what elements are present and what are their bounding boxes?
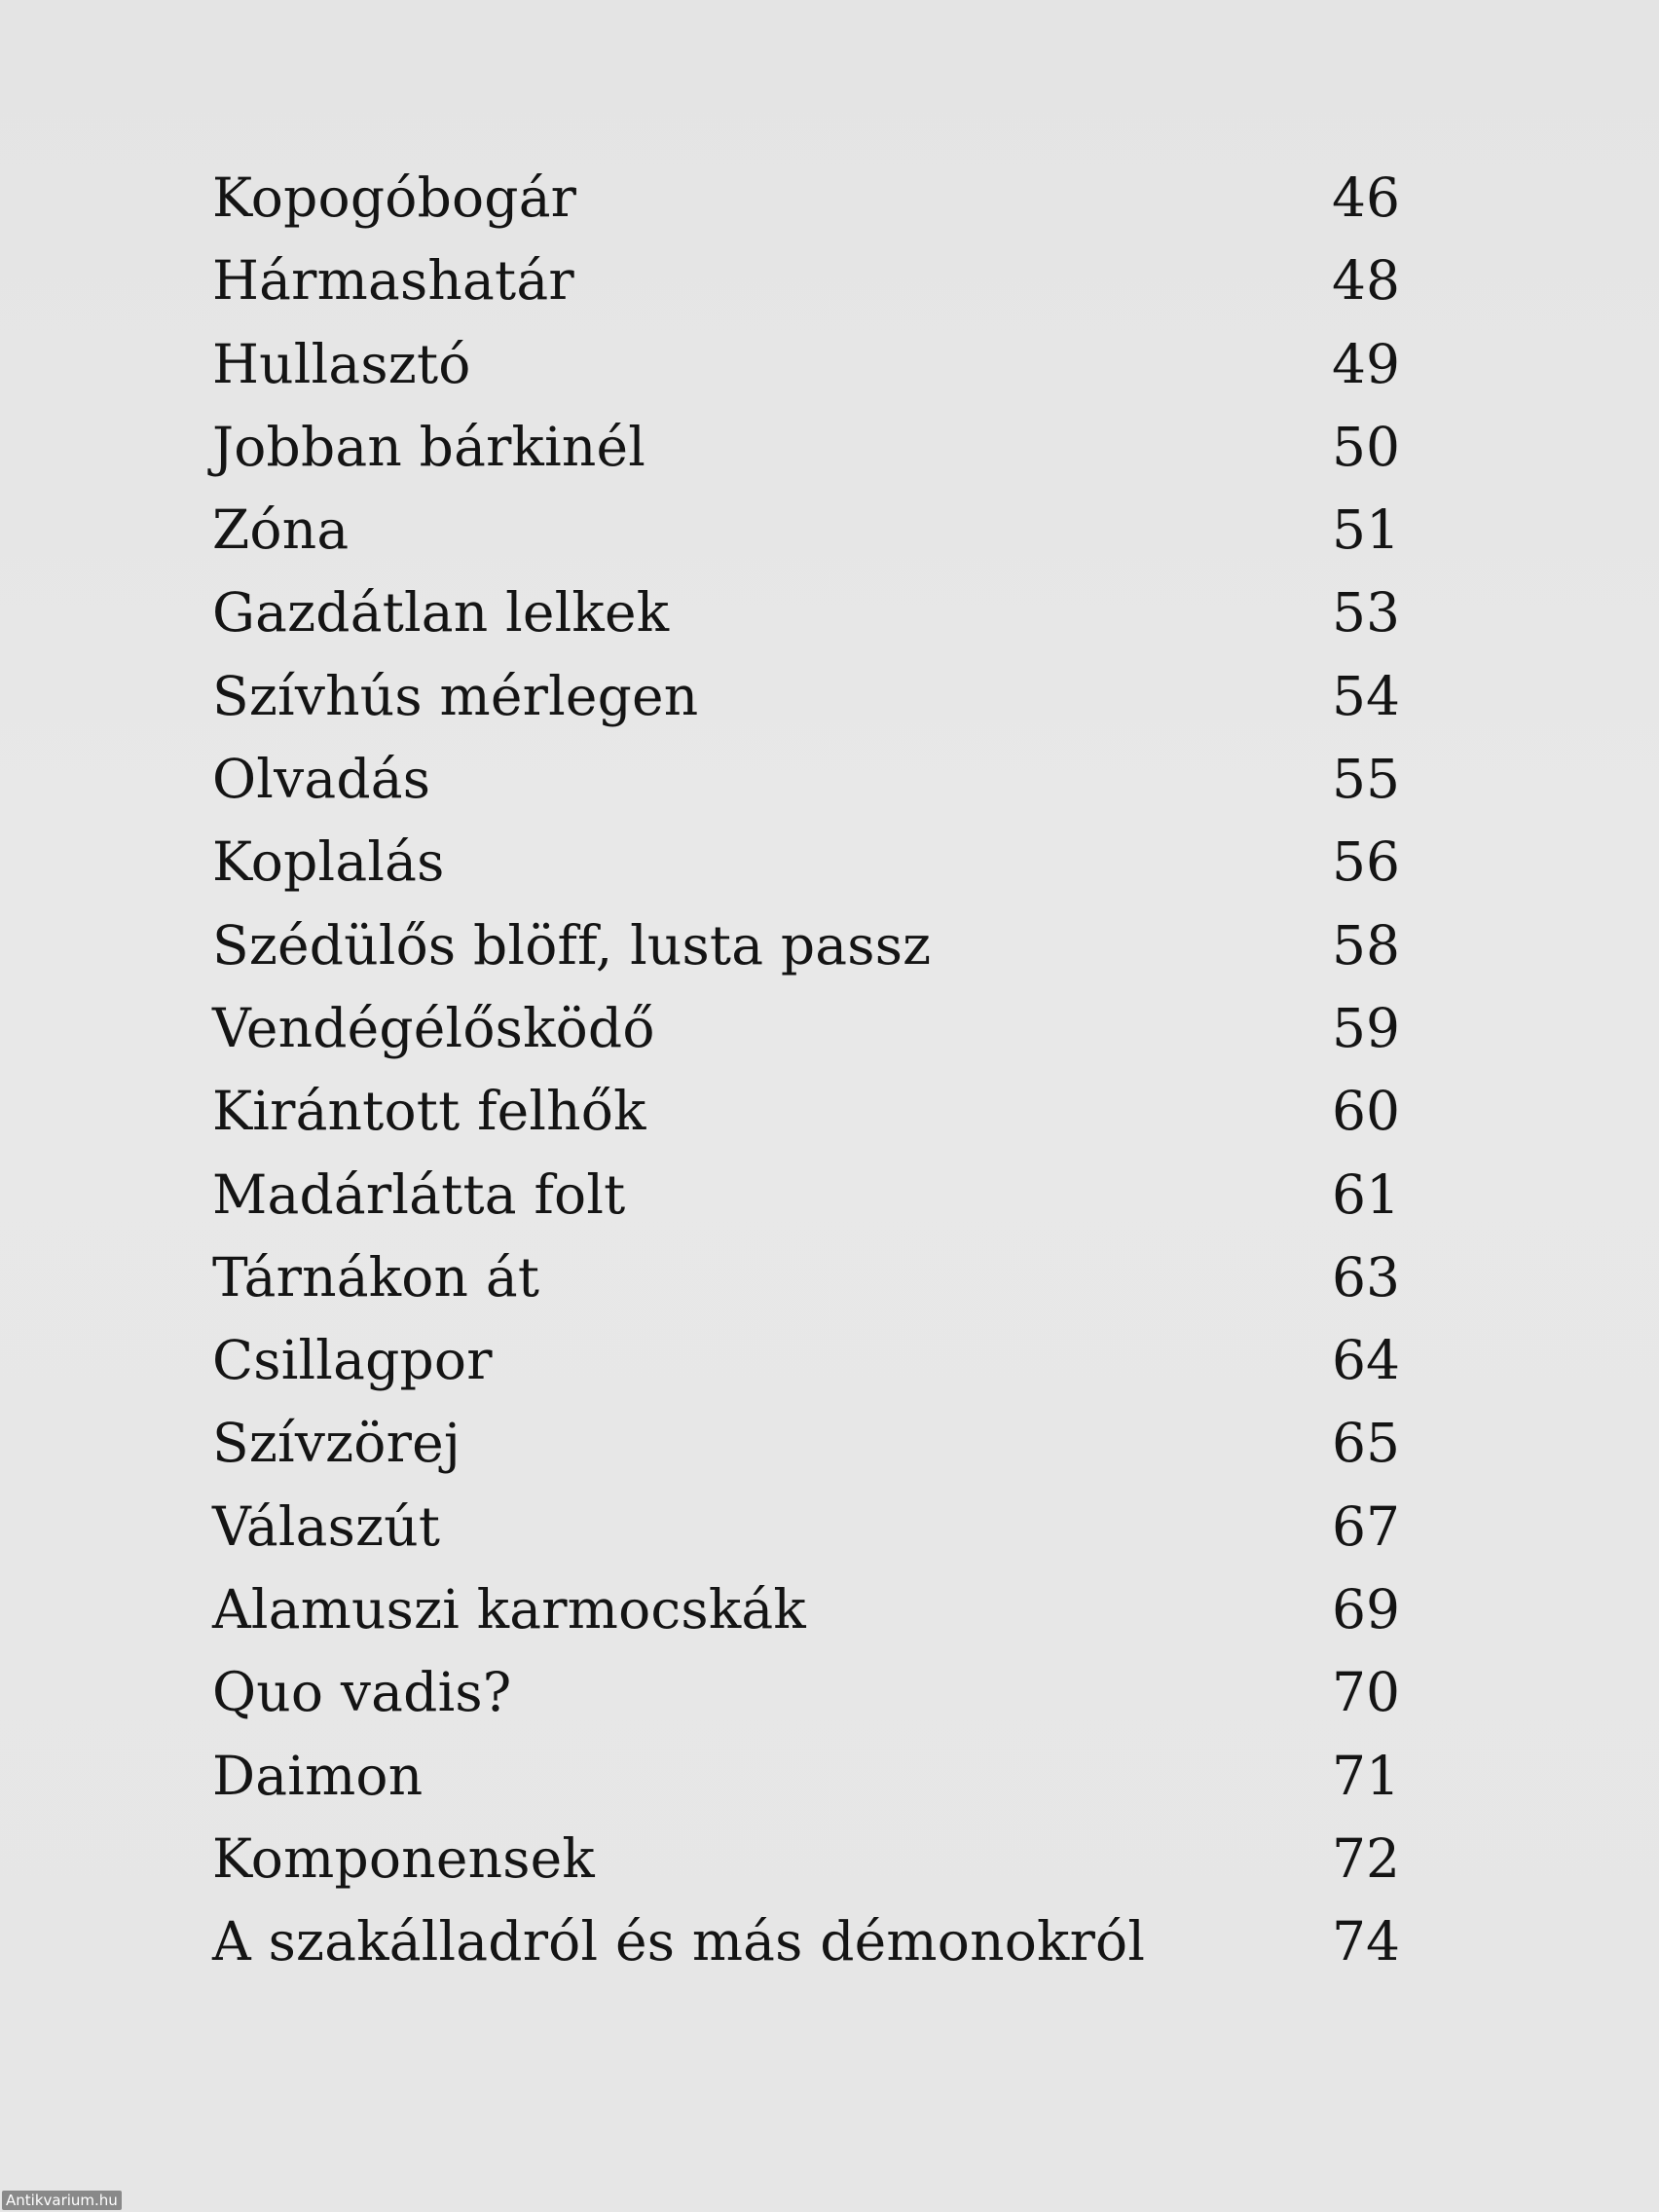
watermark: Antikvarium.hu: [2, 2191, 122, 2210]
toc-entry-page: 64: [1332, 1329, 1400, 1392]
toc-entry: [212, 164, 1400, 246]
toc-entry-title: Szédülős blöff, lusta passz: [212, 913, 932, 977]
toc-entry-page: 56: [1332, 830, 1400, 894]
toc-entry-title: Kirántott felhők: [212, 1080, 646, 1143]
toc-entry-title: Gazdátlan lelkek: [212, 581, 670, 645]
toc-entry: [212, 1409, 1400, 1492]
toc-entry-page: 53: [1332, 581, 1400, 645]
toc-entry: [212, 911, 1400, 994]
toc-entry: [212, 662, 1400, 745]
toc-entry-title: Koplalás: [212, 830, 445, 894]
toc-entry-title: Csillagpor: [212, 1329, 493, 1392]
table-of-contents: [212, 164, 1400, 1991]
toc-entry-title: Komponensek: [212, 1826, 595, 1890]
toc-entry-title: Madárlátta folt: [212, 1162, 626, 1226]
toc-entry: [212, 1742, 1400, 1825]
toc-entry-page: 67: [1332, 1494, 1400, 1558]
toc-entry: [212, 745, 1400, 828]
toc-entry-title: Alamuszi karmocskák: [212, 1578, 806, 1641]
toc-entry: [212, 828, 1400, 910]
toc-entry-page: 48: [1332, 249, 1400, 313]
toc-entry-page: 54: [1332, 664, 1400, 727]
toc-entry-page: 46: [1332, 166, 1400, 229]
toc-entry: [212, 1493, 1400, 1575]
toc-entry: [212, 1658, 1400, 1741]
toc-entry: [212, 1077, 1400, 1160]
toc-entry-page: 49: [1332, 332, 1400, 395]
toc-entry: [212, 496, 1400, 578]
toc-entry-page: 55: [1332, 748, 1400, 811]
toc-entry-page: 51: [1332, 498, 1400, 562]
toc-entry-title: Hármashatár: [212, 249, 574, 313]
toc-entry-title: Válaszút: [212, 1494, 441, 1558]
toc-entry-page: 58: [1332, 913, 1400, 977]
toc-entry-title: Kopogóbogár: [212, 166, 577, 229]
toc-entry: [212, 1575, 1400, 1658]
toc-entry: [212, 1825, 1400, 1907]
toc-entry: [212, 413, 1400, 496]
toc-entry: [212, 330, 1400, 413]
toc-entry-title: Szívzörej: [212, 1412, 461, 1475]
toc-entry: [212, 578, 1400, 661]
toc-entry-title: Jobban bárkinél: [212, 415, 646, 478]
toc-entry-page: 61: [1332, 1162, 1400, 1226]
toc-entry: [212, 1326, 1400, 1409]
toc-entry-title: Hullasztó: [212, 332, 471, 395]
toc-entry-title: Tárnákon át: [212, 1245, 540, 1309]
toc-entry-title: Zóna: [212, 498, 350, 562]
toc-entry-title: Daimon: [212, 1744, 424, 1807]
toc-entry-page: 59: [1332, 996, 1400, 1059]
toc-entry-title: Vendégélősködő: [212, 996, 655, 1059]
toc-entry-title: Quo vadis?: [212, 1661, 512, 1724]
toc-entry: [212, 1907, 1400, 1990]
toc-entry: [212, 1243, 1400, 1326]
toc-entry-page: 50: [1332, 415, 1400, 478]
toc-entry-title: Szívhús mérlegen: [212, 664, 699, 727]
toc-entry-page: 71: [1332, 1744, 1400, 1807]
toc-entry-page: 69: [1332, 1578, 1400, 1641]
toc-entry-page: 70: [1332, 1661, 1400, 1724]
toc-entry-title: A szakálladról és más démonokról: [212, 1910, 1146, 1973]
toc-entry: [212, 994, 1400, 1077]
toc-entry-page: 65: [1332, 1412, 1400, 1475]
toc-entry-page: 74: [1332, 1910, 1400, 1973]
toc-entry-title: Olvadás: [212, 748, 431, 811]
toc-entry-page: 63: [1332, 1245, 1400, 1309]
toc-entry-page: 60: [1332, 1080, 1400, 1143]
toc-entry-page: 72: [1332, 1826, 1400, 1890]
toc-entry: [212, 1161, 1400, 1243]
toc-entry: [212, 246, 1400, 329]
